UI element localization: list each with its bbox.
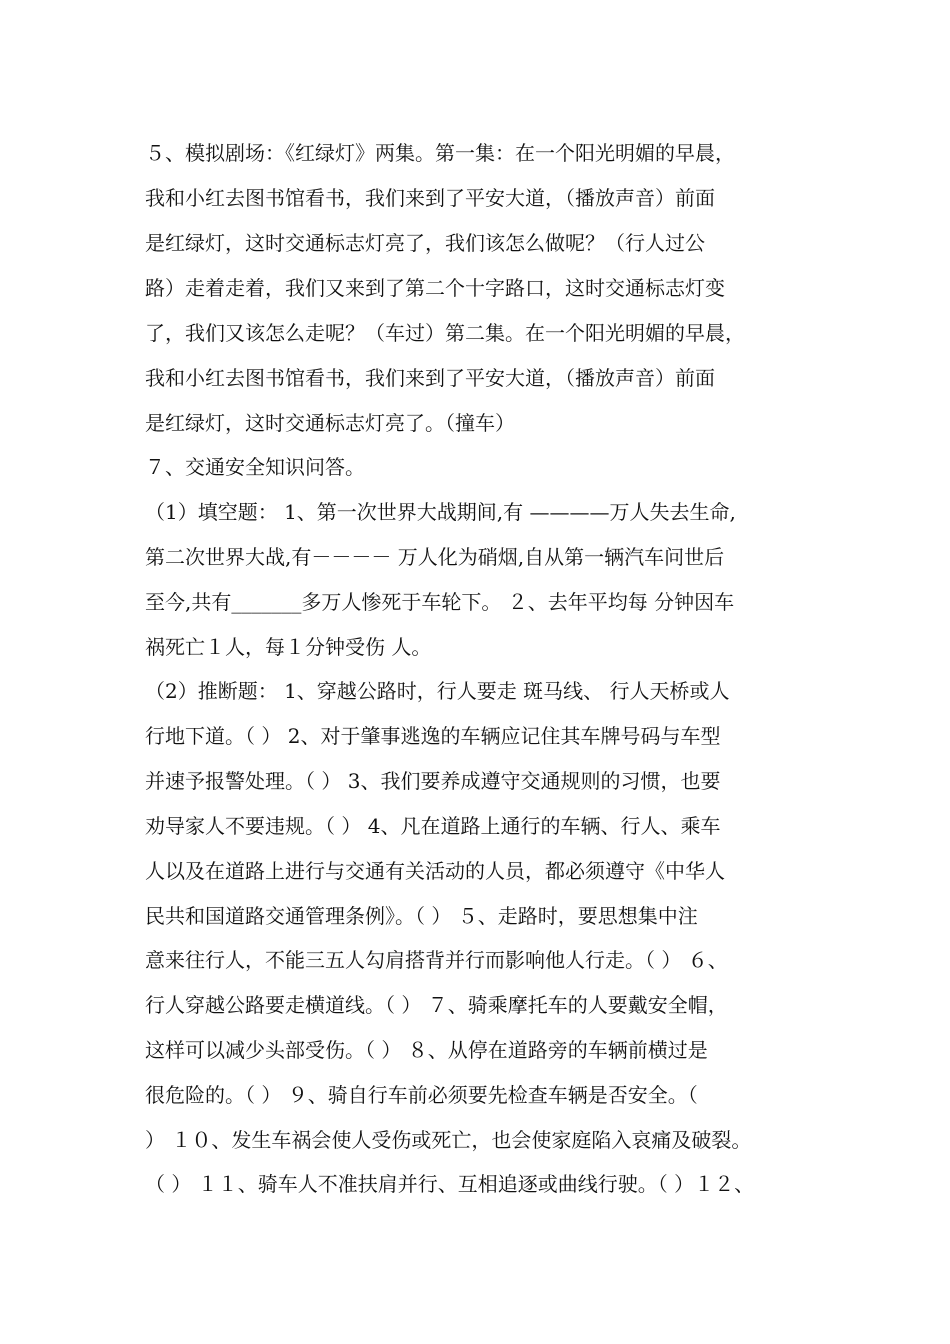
text-line-17: 人以及在道路上进行与交通有关活动的人员，都必须遵守《中华人 <box>145 859 725 883</box>
text-line-3: 是红绿灯，这时交通标志灯亮了，我们该怎么做呢？（行人过公 <box>145 231 705 255</box>
text-line-16: 劝导家人不要违规。（ ） 4、凡在道路上通行的车辆、行人、乘车 <box>145 814 721 838</box>
text-line-22: 很危险的。（ ） ９、骑自行车前必须要先检查车辆是否安全。（ <box>145 1083 698 1107</box>
text-line-23: ） １０、发生车祸会使人受伤或死亡，也会使家庭陷入哀痛及破裂。 <box>145 1128 752 1152</box>
text-line-12: 祸死亡１人，每１分钟受伤 人。 <box>145 635 432 659</box>
text-line-13: （2）推断题： 1、穿越公路时，行人要走 斑马线、 行人天桥或人 <box>145 679 730 703</box>
text-line-18: 民共和国道路交通管理条例》。（ ） ５、走路时，要思想集中注 <box>145 904 698 928</box>
text-line-4: 路）走着走着，我们又来到了第二个十字路口，这时交通标志灯变 <box>145 276 725 300</box>
text-line-2: 我和小红去图书馆看书，我们来到了平安大道，（播放声音）前面 <box>145 186 715 210</box>
text-line-9: （1）填空题： 1、第一次世界大战期间,有 ————万人失去生命, <box>145 500 736 524</box>
text-line-10: 第二次世界大战,有－－－－ 万人化为硝烟,自从第一辆汽车问世后 <box>145 545 725 569</box>
text-line-6: 我和小红去图书馆看书，我们来到了平安大道，（播放声音）前面 <box>145 366 715 390</box>
text-line-21: 这样可以减少头部受伤。（ ） ８、从停在道路旁的车辆前横过是 <box>145 1038 708 1062</box>
text-line-1: ５、模拟剧场：《红绿灯》两集。第一集：在一个阳光明媚的早晨， <box>145 141 735 165</box>
text-line-19: 意来往行人，不能三五人勾肩搭背并行而影响他人行走。（ ） ６、 <box>145 948 728 972</box>
section-heading-quiz: ７、交通安全知识问答。 <box>145 455 365 479</box>
text-line-20: 行人穿越公路要走横道线。（ ） ７、骑乘摩托车的人要戴安全帽， <box>145 993 728 1017</box>
text-line-7: 是红绿灯，这时交通标志灯亮了。（撞车） <box>145 411 515 435</box>
text-line-15: 并速予报警处理。（ ） 3、我们要养成遵守交通规则的习惯，也要 <box>145 769 721 793</box>
text-line-24: （ ） １１、骑车人不准扶肩并行、互相追逐或曲线行驶。（ ）１２、 <box>145 1172 755 1196</box>
text-line-5: 了，我们又该怎么走呢？（车过）第二集。在一个阳光明媚的早晨， <box>145 321 745 345</box>
text-line-14: 行地下道。（ ） 2、对于肇事逃逸的车辆应记住其车牌号码与车型 <box>145 724 721 748</box>
text-line-11: 至今,共有_______多万人惨死于车轮下。 ２、去年平均每 分钟因车 <box>145 590 735 614</box>
